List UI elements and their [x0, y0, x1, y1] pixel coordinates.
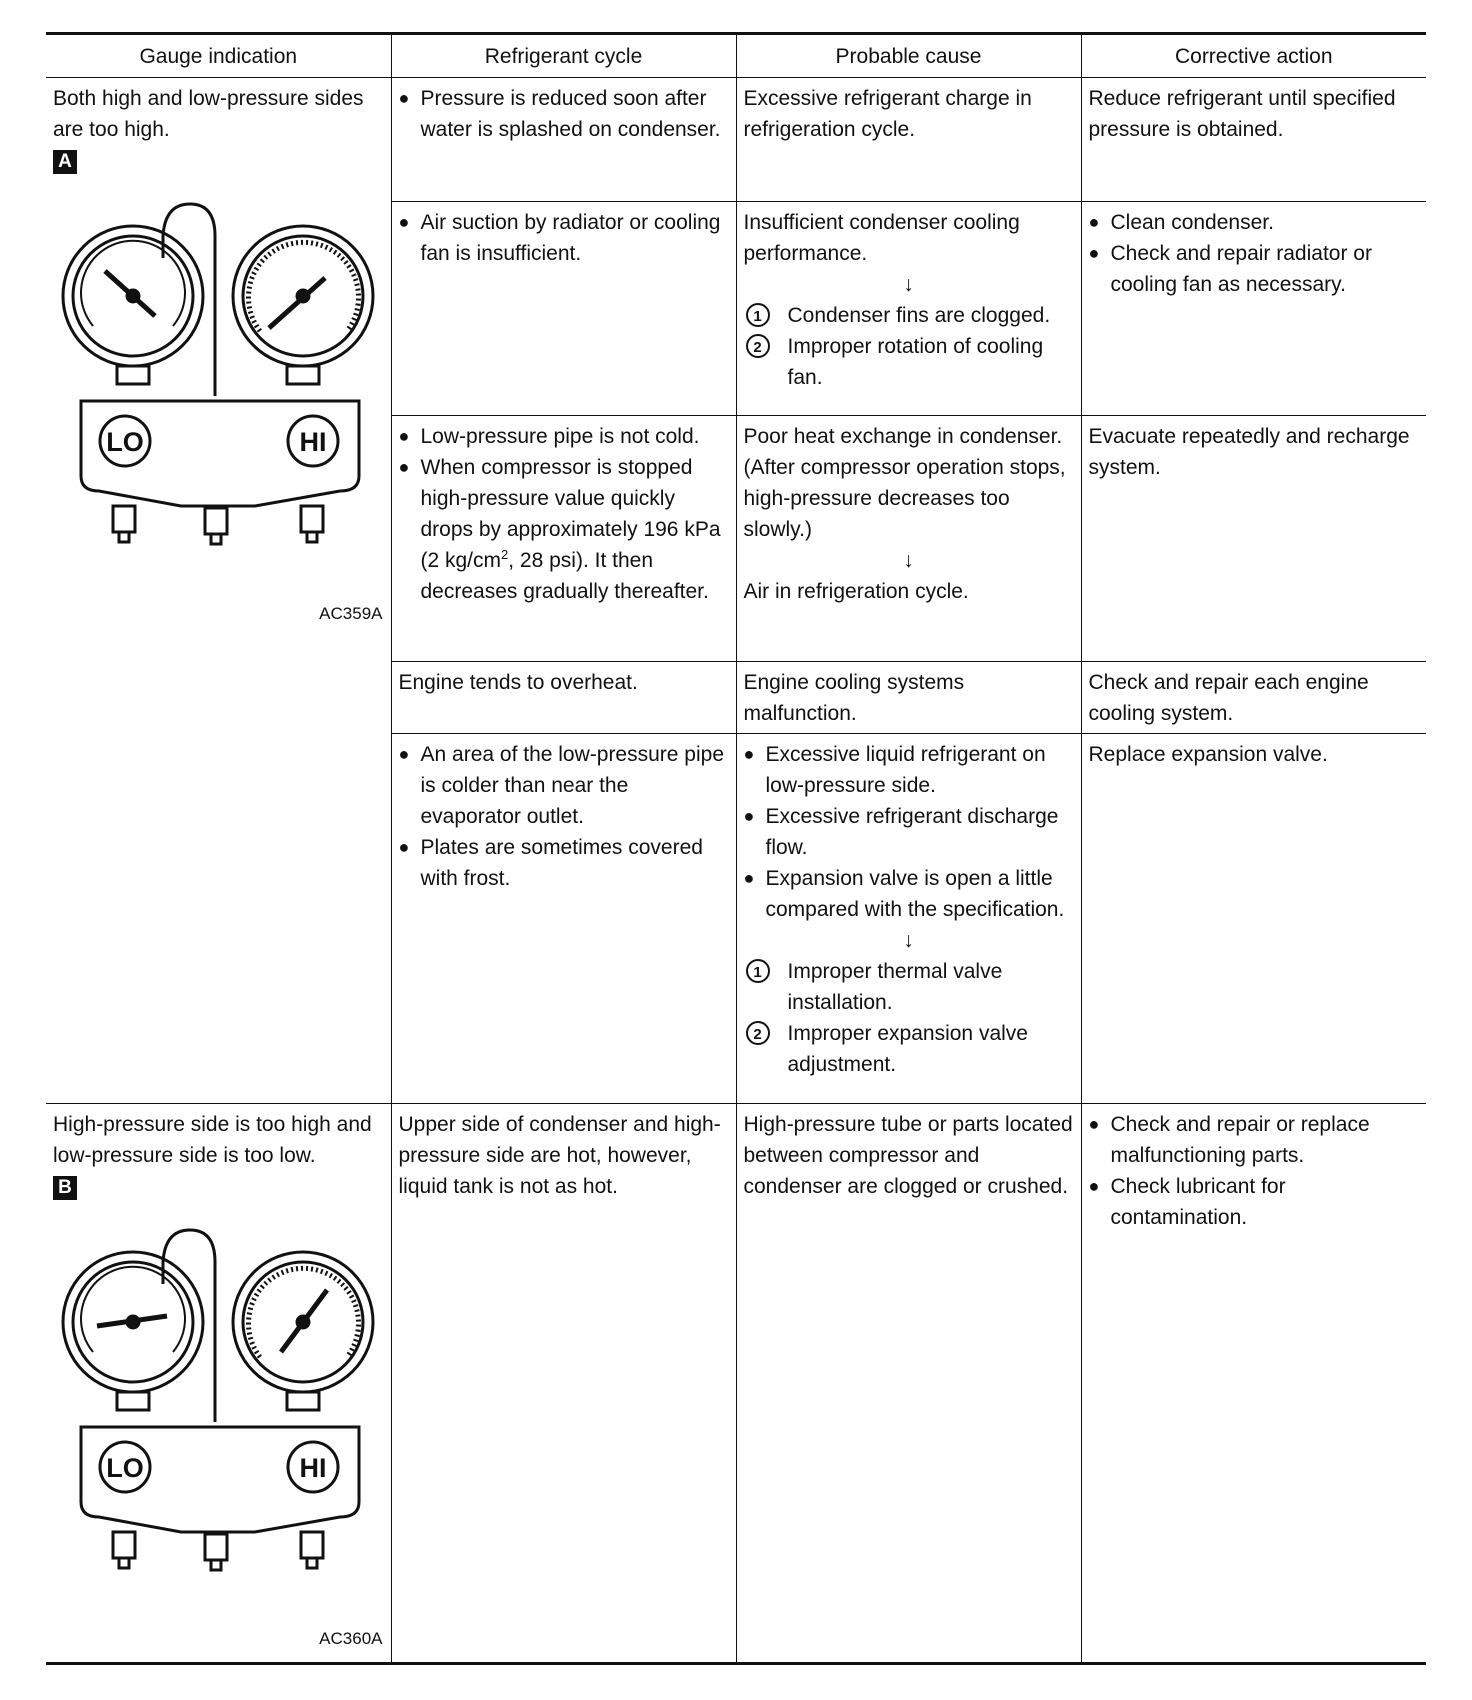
list-item: ● Check and repair radiator or cooling fan as necessary.	[1089, 238, 1420, 300]
diagnosis-table	[46, 32, 1426, 1665]
circled-number-icon: 1	[746, 959, 770, 983]
cycle-cell	[391, 416, 736, 662]
cycle-cell	[391, 202, 736, 416]
gauge-text-a: Both high and low-pressure sides are too high.	[53, 87, 364, 141]
list-item	[744, 956, 1074, 1018]
cycle-cell: Engine tends to overheat.	[391, 662, 736, 734]
gauge-cell-b	[46, 1104, 391, 1664]
list-item: ● Check lubricant for contamination.	[1089, 1171, 1420, 1233]
cause-cell	[736, 202, 1081, 416]
cause-cell: Engine cooling systems malfunction.	[736, 662, 1081, 734]
circled-number-icon: 2	[746, 1021, 770, 1045]
hi-label-a: HI	[299, 427, 327, 457]
manifold-gauge-figure-b	[55, 1212, 375, 1572]
superscript: 2	[501, 547, 509, 562]
header-row	[46, 34, 1426, 78]
manifold-gauge-figure-a	[55, 186, 375, 546]
cause-main: Insufficient condenser cooling performance.	[743, 211, 1020, 265]
list-item: ● Excessive refrigerant discharge flow.	[744, 801, 1074, 863]
action-cell	[1081, 1104, 1426, 1664]
gauge-text-b: High-pressure side is too high and low-pressure side is too low.	[53, 1113, 372, 1167]
action-cell: Check and repair each engine cooling system.	[1081, 662, 1426, 734]
list-item: ● Pressure is reduced soon after water is splashed on condenser.	[399, 83, 729, 145]
action-cell: Evacuate repeatedly and recharge system.	[1081, 416, 1426, 662]
numbered-text: Improper expansion valve adjustment.	[787, 1022, 1028, 1076]
bullet-text: When compressor is stopped high-pressure value quickly drops by approximately 196 kPa (2 kg/cm	[420, 456, 721, 572]
list-item: ● Plates are sometimes covered with frost.	[399, 832, 729, 894]
cycle-cell	[391, 78, 736, 202]
table-row	[46, 78, 1426, 202]
cause-cell	[736, 416, 1081, 662]
list-item	[744, 331, 1074, 393]
list-item: ● Clean condenser.	[1089, 207, 1420, 238]
lo-label-a: LO	[106, 427, 144, 457]
header-probable-cause: Probable cause	[736, 34, 1081, 78]
numbered-text: Condenser fins are clogged.	[787, 304, 1051, 327]
down-arrow-icon: ↓	[903, 273, 914, 296]
cause-cell	[736, 734, 1081, 1104]
cause-paren: (After compressor operation stops, high-pressure decreases too slowly.)	[743, 456, 1066, 541]
lo-label-b: LO	[106, 1453, 144, 1483]
gauge-cell-a	[46, 78, 391, 1104]
list-item	[399, 452, 729, 607]
numbered-text: Improper rotation of cooling fan.	[787, 335, 1044, 389]
cycle-cell: Upper side of condenser and high-pressure side are hot, however, liquid tank is not as hot.	[391, 1104, 736, 1664]
list-item: ● Air suction by radiator or cooling fan is insufficient.	[399, 207, 729, 269]
hi-label-b: HI	[299, 1453, 327, 1483]
bullet-text-cont: , 28 psi). It then decreases gradually thereafter.	[420, 549, 709, 603]
badge-a: A	[53, 150, 77, 174]
table-row	[46, 1104, 1426, 1664]
cause-main: Poor heat exchange in condenser.	[743, 425, 1063, 448]
list-item	[744, 300, 1074, 331]
cause-cell: Excessive refrigerant charge in refrigeration cycle.	[736, 78, 1081, 202]
list-item: ● An area of the low-pressure pipe is colder than near the evaporator outlet.	[399, 739, 729, 832]
list-item: ● Expansion valve is open a little compared with the specification.	[744, 863, 1074, 925]
list-item: ● Check and repair or replace malfunctioning parts.	[1089, 1109, 1420, 1171]
header-gauge-indication: Gauge indication	[46, 34, 391, 78]
cycle-cell	[391, 734, 736, 1104]
figure-code-b: AC360A	[319, 1629, 383, 1648]
circled-number-icon: 1	[746, 303, 770, 327]
header-corrective-action: Corrective action	[1081, 34, 1426, 78]
circled-number-icon: 2	[746, 334, 770, 358]
down-arrow-icon: ↓	[903, 929, 914, 952]
action-cell	[1081, 202, 1426, 416]
cause-result: Air in refrigeration cycle.	[743, 580, 969, 603]
action-cell: Reduce refrigerant until specified pressure is obtained.	[1081, 78, 1426, 202]
header-refrigerant-cycle: Refrigerant cycle	[391, 34, 736, 78]
figure-code-a: AC359A	[319, 604, 383, 623]
cause-cell: High-pressure tube or parts located between compressor and condenser are clogged or crushed.	[736, 1104, 1081, 1664]
list-item: ● Low-pressure pipe is not cold.	[399, 421, 729, 452]
action-cell: Replace expansion valve.	[1081, 734, 1426, 1104]
badge-b: B	[53, 1176, 77, 1200]
numbered-text: Improper thermal valve installation.	[787, 960, 1003, 1014]
list-item: ● Excessive liquid refrigerant on low-pressure side.	[744, 739, 1074, 801]
list-item	[744, 1018, 1074, 1080]
down-arrow-icon: ↓	[903, 549, 914, 572]
